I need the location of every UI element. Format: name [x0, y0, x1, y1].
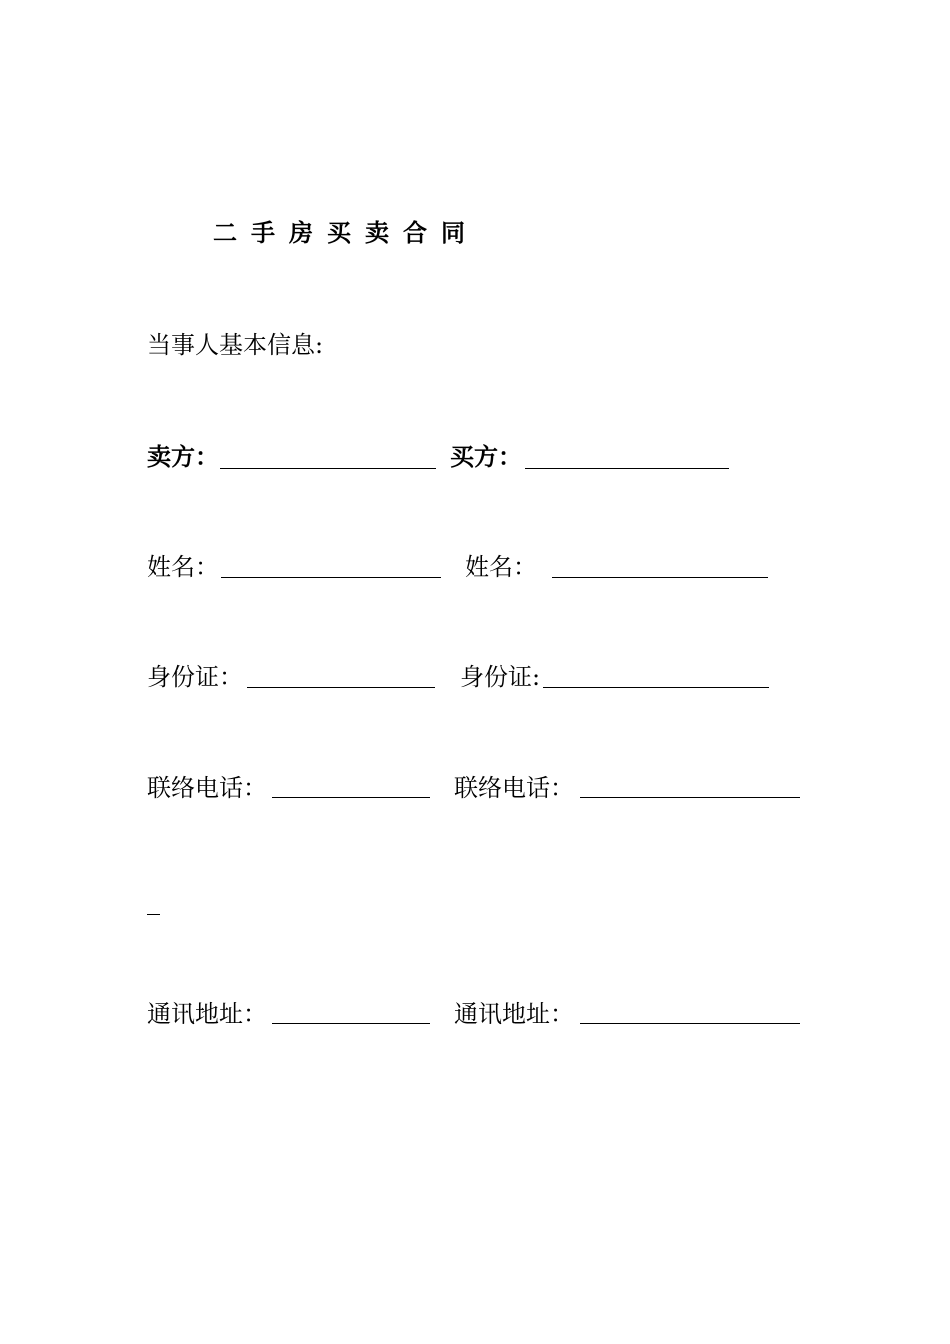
name-row	[0, 550, 950, 590]
seller-blank[interactable]	[220, 468, 436, 469]
id-card-row	[0, 660, 950, 700]
seller-id-blank[interactable]	[247, 687, 435, 688]
seller-address-label: 通讯地址：	[147, 1000, 267, 1028]
buyer-name-blank[interactable]	[552, 577, 768, 578]
seller-name-blank[interactable]	[221, 577, 441, 578]
buyer-id-label: 身份证:	[460, 663, 541, 691]
buyer-address-blank[interactable]	[580, 1023, 800, 1024]
buyer-phone-label: 联络电话：	[454, 774, 574, 802]
seller-label: 卖方：	[147, 442, 219, 471]
buyer-label: 买方：	[450, 442, 522, 471]
buyer-phone-blank[interactable]	[580, 797, 800, 798]
seller-address-blank[interactable]	[272, 1023, 430, 1024]
seller-phone-label: 联络电话：	[147, 774, 267, 802]
seller-phone-blank[interactable]	[272, 797, 430, 798]
seller-id-label: 身份证：	[147, 663, 243, 691]
document-title: 二手房买卖合同	[213, 218, 479, 247]
buyer-blank[interactable]	[525, 468, 729, 469]
buyer-name-label: 姓名：	[465, 553, 537, 581]
address-row	[0, 997, 950, 1037]
blank-continuation	[147, 914, 160, 915]
party-info-heading: 当事人基本信息:	[147, 331, 324, 359]
parties-row	[0, 440, 950, 480]
buyer-address-label: 通讯地址：	[454, 1000, 574, 1028]
seller-name-label: 姓名：	[147, 553, 219, 581]
buyer-id-blank[interactable]	[543, 687, 769, 688]
phone-row	[0, 771, 950, 811]
